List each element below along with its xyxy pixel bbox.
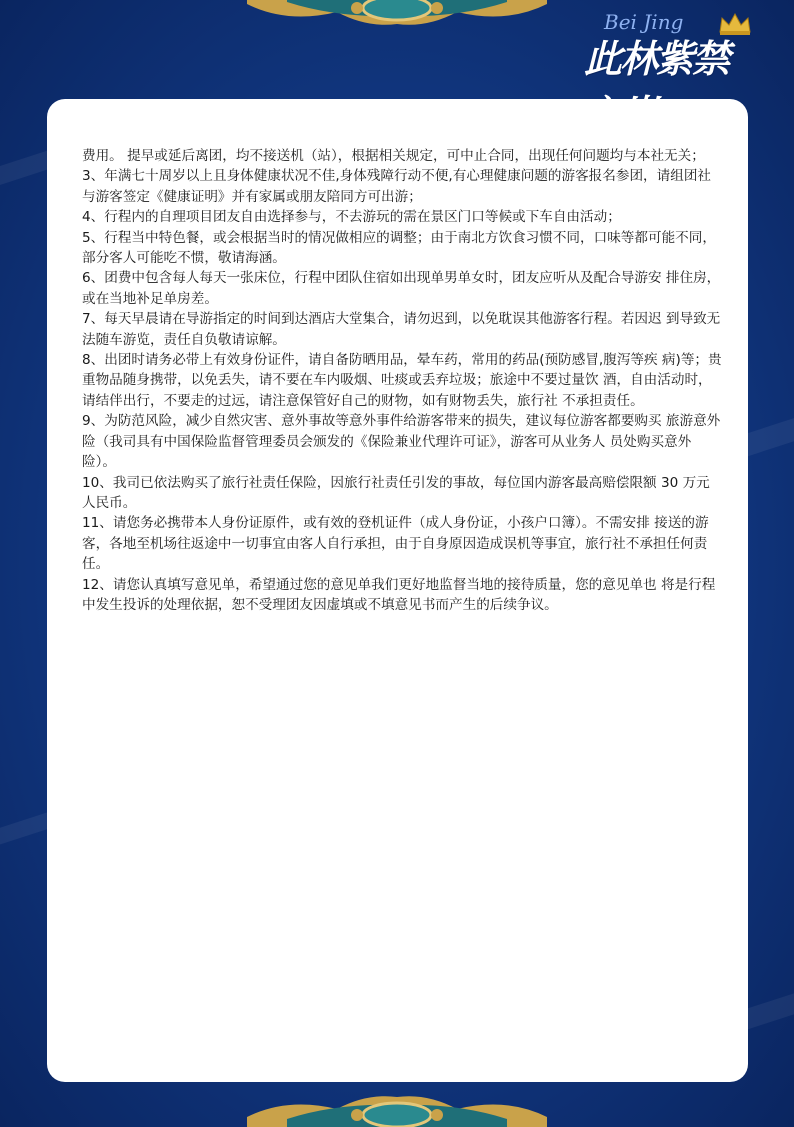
brand-script-text: Bei Jing <box>604 10 684 34</box>
notice-paragraph: 11、请您务必携带本人身份证原件，或有效的登机证件（成人身份证，小孩户口簿）。不需安排 接送的游客，各地至机场往返途中一切事宜由客人自行承担，由于自身原因造成误机等事宜，旅行社不承担任何责任。 <box>82 515 709 573</box>
bottom-ornament <box>247 1089 547 1127</box>
notice-paragraph: 9、为防范风险，减少自然灾害、意外事故等意外事件给游客带来的损失，建议每位游客都要购买 旅游意外险（我司具有中国保险监督管理委员会颁发的《保险兼业代理许可证》，游客可从业务人 员处购买意外险）。 <box>82 413 721 471</box>
notice-paragraph: 10、我司已依法购买了旅行社责任保险，因旅行社责任引发的事故，每位国内游客最高赔偿限额 30 万元人民币。 <box>82 474 710 511</box>
notice-paragraph: 6、团费中包含每人每天一张床位，行程中团队住宿如出现单男单女时，团友应听从及配合导游安 排住房，或在当地补足单房差。 <box>82 270 721 307</box>
notice-text <box>82 146 722 615</box>
crown-icon <box>718 12 752 36</box>
brand-logo <box>584 6 754 92</box>
top-ornament <box>247 0 547 32</box>
notice-paragraph: 7、每天早晨请在导游指定的时间到达酒店大堂集合，请勿迟到，以免耽误其他游客行程。若因迟 到导致无法随车游览，责任自负敬请谅解。 <box>82 311 721 348</box>
notice-paragraph: 12、请您认真填写意见单，希望通过您的意见单我们更好地监督当地的接待质量，您的意见单也 将是行程中发生投诉的处理依据，恕不受理团友因虚填或不填意见书而产生的后续争议。 <box>82 576 716 613</box>
notice-paragraph: 4、行程内的自理项目团友自由选择参与，不去游玩的需在景区门口等候或下车自由活动； <box>82 209 621 226</box>
notice-paragraph: 8、出团时请务必带上有效身份证件，请自备防晒用品，晕车药，常用的药品(预防感冒,腹泻等疾 病)等；贵重物品随身携带，以免丢失，请不要在车内吸烟、吐痰或丢弃垃圾；旅途中不要过量饮 酒，自由活动时，请结伴出行，不要走的过远，请注意保管好自己的财物，如有财物丢失，旅行社 不承担责任。 <box>82 352 722 409</box>
notice-paragraph: 3、年满七十周岁以上且身体健康状况不佳,身体残障行动不便,有心理健康问题的游客报名参团，请组团社与游客签定《健康证明》并有家属或朋友陪同方可出游； <box>82 168 712 205</box>
notice-paragraph: 费用。 提早或延后离团，均不接送机（站），根据相关规定，可中止合同，出现任何问题均与本社无关； <box>82 148 705 164</box>
notice-paragraph: 5、行程当中特色餐，或会根据当时的情况做相应的调整；由于南北方饮食习惯不同，口味等都可能不同，部分客人可能吃不惯，敬请海涵。 <box>82 229 716 267</box>
brand-title: 此林紫禁 <box>584 37 729 81</box>
